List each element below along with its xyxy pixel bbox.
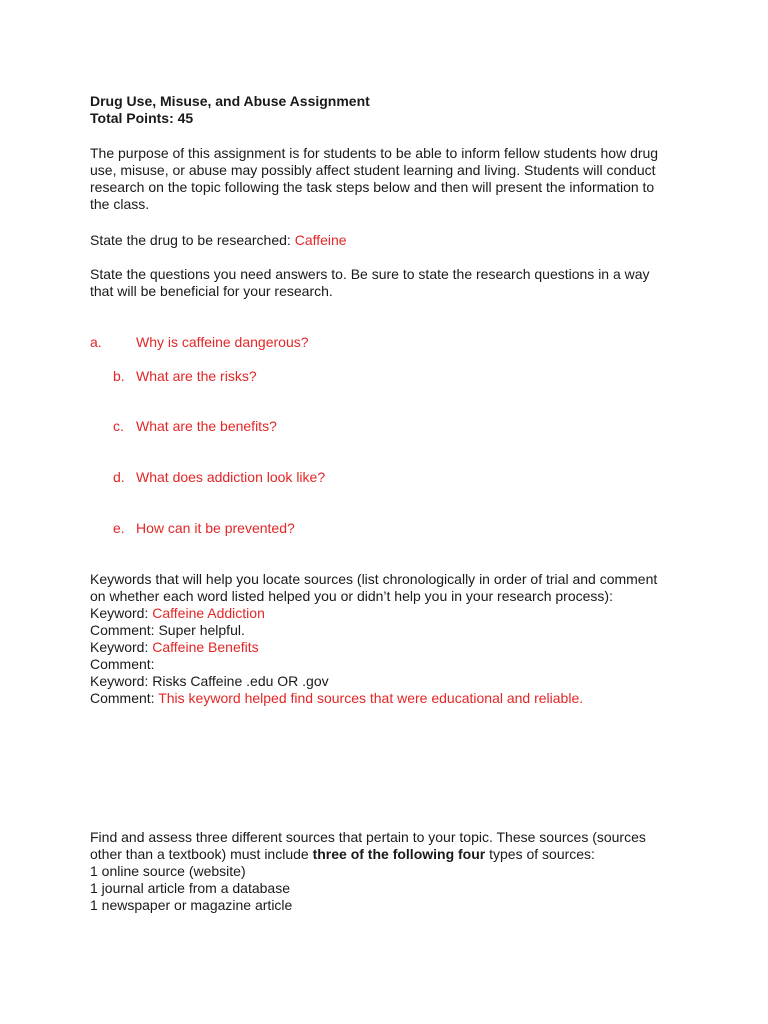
comment-label: Comment:	[90, 690, 159, 706]
keyword-entry	[90, 639, 259, 656]
question-marker: e.	[113, 520, 125, 536]
comment-entry	[90, 656, 155, 673]
sources-line: Find and assess three different sources that pertain to your topic. These sources (sources	[90, 829, 646, 845]
comment-entry	[90, 622, 245, 639]
question-marker: c.	[113, 418, 124, 434]
questions-prompt-line: that will be beneficial for your research.	[90, 283, 333, 299]
comment-value: Super helpful.	[158, 622, 245, 638]
questions-prompt-line: State the questions you need answers to. Be sure to state the research questions in a way	[90, 266, 650, 282]
question-marker: b.	[113, 368, 125, 384]
keyword-entry	[90, 673, 329, 690]
sources-emphasis: three of the following four	[312, 846, 486, 862]
keywords-intro-line: on whether each word listed helped you or didn’t help you in your research process):	[90, 588, 613, 604]
comment-label: Comment:	[90, 622, 159, 638]
question-text: What does addiction look like?	[136, 469, 326, 485]
source-type-item: 1 journal article from a database	[90, 880, 290, 896]
drug-prompt: State the drug to be researched:	[90, 232, 295, 248]
total-points: Total Points: 45	[90, 110, 194, 126]
sources-line	[90, 846, 595, 863]
purpose-line: research on the topic following the task steps below and then will present the information to	[90, 179, 655, 195]
question-marker: a.	[90, 334, 102, 350]
question-text: What are the benefits?	[136, 418, 277, 434]
sources-text: types of sources:	[485, 846, 595, 862]
question-text: How can it be prevented?	[136, 520, 295, 536]
source-type-item: 1 online source (website)	[90, 863, 246, 879]
question-text: Why is caffeine dangerous?	[136, 334, 309, 350]
keyword-value: Caffeine Addiction	[152, 605, 265, 621]
sources-text: other than a textbook) must include	[90, 846, 313, 862]
keyword-entry	[90, 605, 265, 622]
source-type-item: 1 newspaper or magazine article	[90, 897, 293, 913]
keyword-value: Caffeine Benefits	[152, 639, 259, 655]
purpose-line: use, misuse, or abuse may possibly affect student learning and living. Students will conduct	[90, 162, 656, 178]
keyword-label: Keyword:	[90, 673, 153, 689]
keywords-intro-line: Keywords that will help you locate sources (list chronologically in order of trial and comment	[90, 571, 658, 587]
purpose-line: the class.	[90, 196, 150, 212]
question-text: What are the risks?	[136, 368, 257, 384]
keyword-label: Keyword:	[90, 605, 153, 621]
assignment-title: Drug Use, Misuse, and Abuse Assignment	[90, 93, 370, 109]
keyword-label: Keyword:	[90, 639, 153, 655]
keyword-value: Risks Caffeine .edu OR .gov	[152, 673, 329, 689]
purpose-line: The purpose of this assignment is for students to be able to inform fellow students how drug	[90, 145, 659, 161]
drug-line	[90, 232, 347, 249]
comment-value: This keyword helped find sources that were educational and reliable.	[158, 690, 584, 706]
comment-label: Comment:	[90, 656, 155, 672]
drug-answer: Caffeine	[294, 232, 347, 248]
comment-entry	[90, 690, 583, 707]
question-marker: d.	[113, 469, 125, 485]
